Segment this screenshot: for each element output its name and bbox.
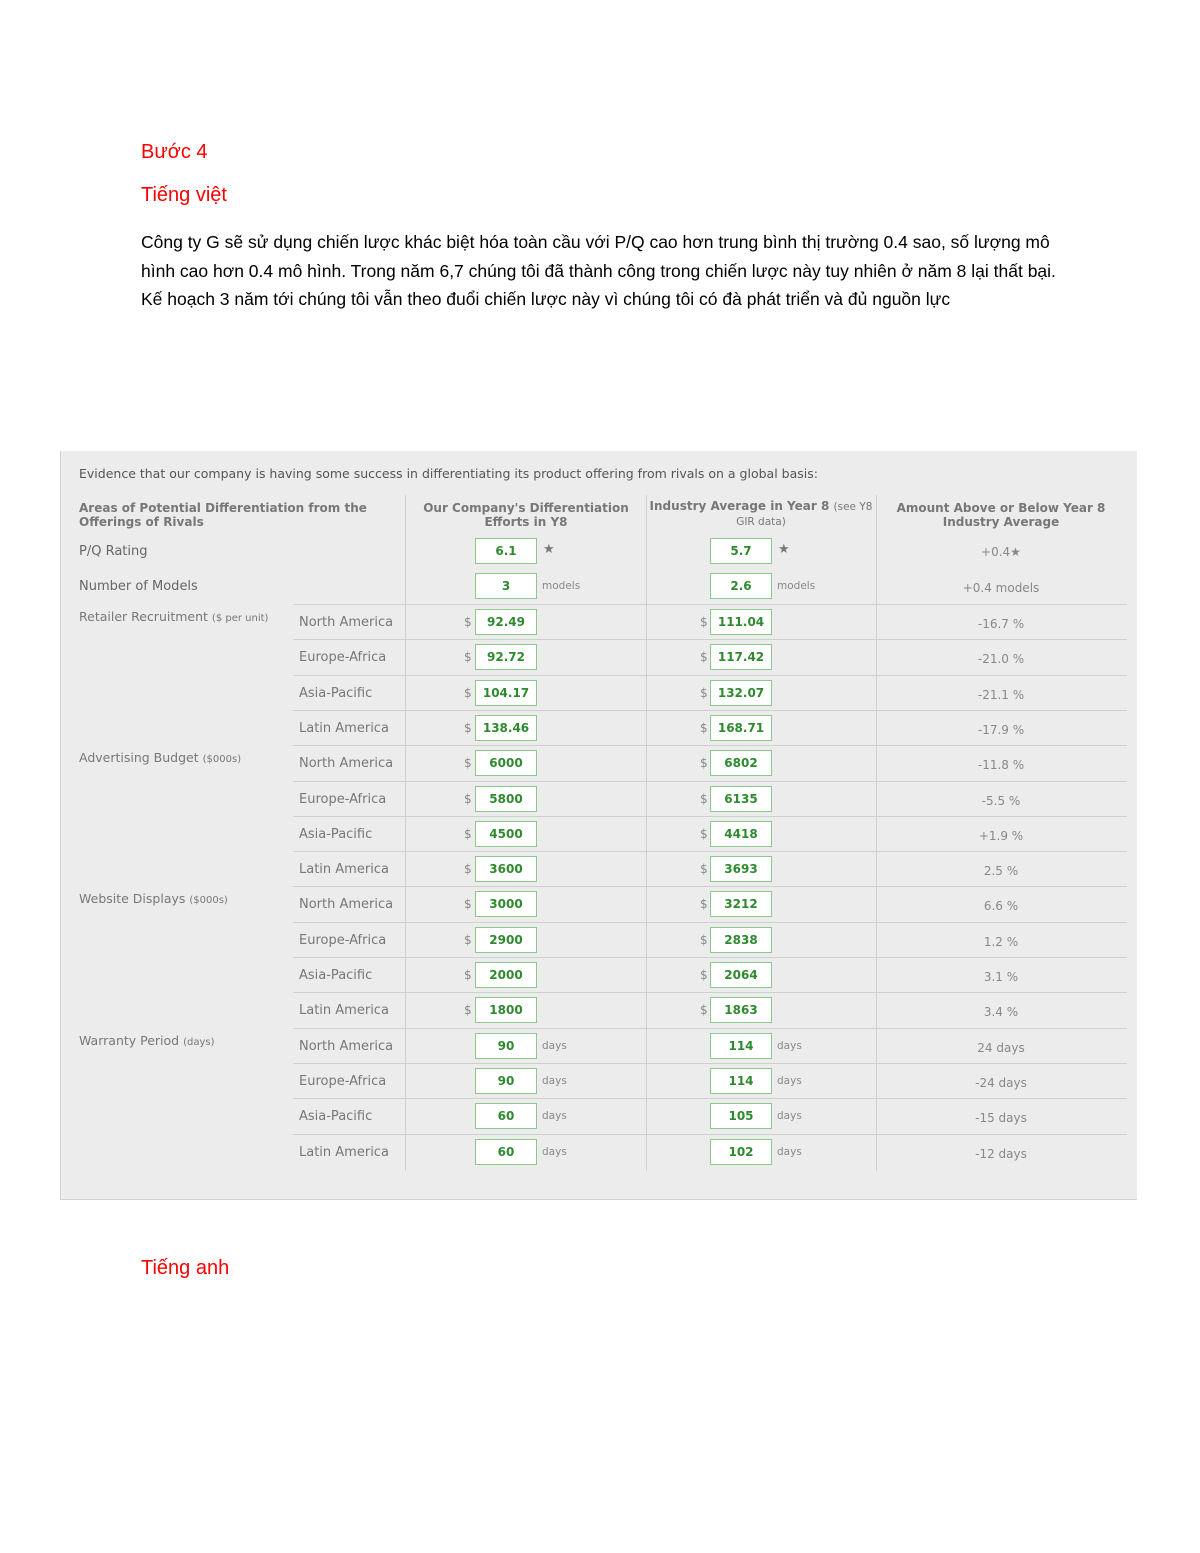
region-label: North America	[299, 1038, 394, 1054]
dollar-sign: $	[700, 1003, 708, 1018]
dollar-sign: $	[700, 968, 708, 982]
amount-value: -11.8 %	[977, 758, 1025, 773]
industry-value-field[interactable]: 132.07	[710, 680, 772, 706]
dollar-sign: $	[700, 826, 708, 841]
column-divider	[646, 495, 647, 1171]
dollar-sign: $	[464, 932, 472, 947]
row-divider	[293, 604, 1127, 605]
star-icon: ★	[543, 542, 555, 557]
dollar-sign: $	[464, 862, 472, 877]
amount-value: -16.7 %	[977, 617, 1025, 631]
dollar-sign: $	[464, 615, 472, 629]
our-value-field[interactable]: 4500	[475, 821, 537, 847]
dollar-sign: $	[464, 791, 472, 806]
section-label	[79, 609, 268, 624]
industry-value-field[interactable]: 2838	[710, 927, 772, 953]
region-label: Latin America	[299, 720, 389, 736]
region-label: Europe-Africa	[299, 791, 387, 807]
region-label: Asia-Pacific	[299, 1109, 373, 1125]
amount-value: -21.1 %	[977, 687, 1025, 702]
region-label: Asia-Pacific	[299, 826, 373, 842]
industry-value-field[interactable]: 105	[710, 1103, 772, 1129]
dollar-sign: $	[700, 650, 708, 665]
section-title: Advertising Budget	[79, 750, 199, 766]
region-label: North America	[299, 897, 394, 913]
our-value-field[interactable]: 3600	[475, 856, 537, 882]
region-label: Latin America	[299, 862, 389, 878]
section-label	[79, 891, 228, 906]
industry-value-field[interactable]: 111.04	[710, 609, 772, 635]
our-value-field[interactable]: 90	[475, 1033, 537, 1059]
models-ours-field[interactable]: 3	[475, 573, 537, 599]
star-icon: ★	[778, 542, 790, 557]
column-divider	[405, 495, 406, 1171]
industry-value-field[interactable]: 1863	[710, 997, 772, 1023]
dollar-sign: $	[464, 897, 472, 912]
models-label: Number of Models	[79, 579, 198, 594]
amount-value: +1.9 %	[978, 828, 1024, 843]
industry-value-field[interactable]: 114	[710, 1068, 772, 1094]
days-unit: days	[777, 1110, 802, 1123]
amount-value: -12 days	[975, 1146, 1027, 1161]
row-divider	[293, 1098, 1127, 1099]
pq-rating-label: P/Q Rating	[79, 544, 148, 559]
dollar-sign: $	[700, 897, 708, 912]
amount-value: -5.5 %	[981, 793, 1021, 808]
vietnamese-paragraph: Công ty G sẽ sử dụng chiến lược khác biệt hóa toàn cầu với P/Q cao hơn trung bình thị trường 0.4 sao, số lượng mô hình cao hơn 0.4 mô hình. Trong năm 6,7 chúng tôi đã thành công trong chiến lược này tuy nhiên ở năm 8 lại thất bại. Kế hoạch 3 năm tới chúng tôi vẫn theo đuổi chiến lược này vì chúng tôi có đà phát triển và đủ nguồn lực	[141, 232, 1056, 310]
vietnamese-heading: Tiếng việt	[141, 184, 227, 206]
industry-value-field[interactable]: 6802	[710, 750, 772, 776]
row-divider	[293, 1028, 1127, 1029]
amount-value: -15 days	[975, 1111, 1027, 1126]
region-label: Latin America	[299, 1003, 389, 1019]
differentiation-table-screenshot	[60, 451, 1137, 1200]
our-value-field[interactable]: 1800	[475, 997, 537, 1023]
industry-value-field[interactable]: 117.42	[710, 644, 772, 670]
dollar-sign: $	[700, 932, 708, 947]
row-divider	[293, 992, 1127, 993]
days-unit: days	[542, 1074, 567, 1087]
days-unit: days	[542, 1145, 567, 1158]
evidence-caption: Evidence that our company is having some success in differentiating its product offering from rivals on a global basis:	[79, 466, 818, 481]
days-unit: days	[542, 1110, 567, 1123]
dollar-sign: $	[700, 756, 708, 771]
amount-value: 6.6 %	[983, 899, 1019, 914]
region-label: Asia-Pacific	[299, 968, 373, 983]
section-title: Warranty Period	[79, 1032, 180, 1048]
header-industry-average	[646, 499, 876, 529]
row-divider	[293, 886, 1127, 887]
section-label	[79, 750, 241, 765]
region-label: Europe-Africa	[299, 1073, 387, 1089]
industry-value-field[interactable]: 114	[710, 1033, 772, 1059]
models-industry-field[interactable]: 2.6	[710, 573, 772, 599]
amount-value: -21.0 %	[977, 652, 1025, 667]
section-unit-note: (days)	[183, 1036, 215, 1048]
amount-value: -17.9 %	[977, 722, 1025, 737]
row-divider	[293, 816, 1127, 817]
region-label: North America	[299, 615, 394, 630]
row-divider	[293, 851, 1127, 852]
models-amount: +0.4 models	[962, 581, 1040, 595]
dollar-sign: $	[464, 826, 472, 841]
our-value-field[interactable]: 104.17	[475, 680, 537, 706]
our-value-field[interactable]: 2000	[475, 962, 537, 988]
our-value-field[interactable]: 90	[475, 1068, 537, 1094]
dollar-sign: $	[464, 685, 472, 700]
dollar-sign: $	[700, 862, 708, 877]
header-areas: Areas of Potential Differentiation from the Offerings of Rivals	[79, 501, 367, 529]
our-value-field[interactable]: 2900	[475, 927, 537, 953]
region-label: Europe-Africa	[299, 932, 387, 948]
dollar-sign: $	[464, 756, 472, 771]
pq-industry-field[interactable]: 5.7	[710, 538, 772, 564]
dollar-sign: $	[464, 968, 472, 982]
row-divider	[293, 710, 1127, 711]
industry-value-field[interactable]: 3693	[710, 856, 772, 882]
dollar-sign: $	[700, 685, 708, 700]
section-unit-note: ($ per unit)	[211, 613, 269, 624]
section-title: Retailer Recruitment	[79, 609, 208, 624]
step-heading: Bước 4	[141, 141, 208, 163]
header-industry-title: Industry Average in Year 8	[649, 499, 830, 513]
our-value-field[interactable]: 3000	[475, 891, 537, 917]
industry-value-field[interactable]: 168.71	[710, 715, 772, 741]
dollar-sign: $	[700, 791, 708, 806]
header-industry-note: (see Y8 GIR data)	[736, 501, 873, 528]
region-label: North America	[299, 756, 394, 772]
our-value-field[interactable]: 6000	[475, 750, 537, 776]
amount-value: -24 days	[975, 1075, 1027, 1090]
amount-value: 2.5 %	[983, 864, 1019, 879]
dollar-sign: $	[464, 650, 472, 665]
row-divider	[293, 922, 1127, 923]
dollar-sign: $	[464, 720, 472, 735]
dollar-sign: $	[700, 720, 708, 735]
our-value-field[interactable]: 60	[475, 1103, 537, 1129]
section-unit-note: ($000s)	[202, 754, 242, 766]
pq-amount: +0.4★	[981, 545, 1021, 559]
row-divider	[293, 675, 1127, 676]
industry-value-field[interactable]: 6135	[710, 786, 772, 812]
amount-value: 3.4 %	[983, 1005, 1019, 1020]
row-divider	[293, 1063, 1127, 1064]
row-divider	[293, 639, 1127, 640]
row-divider	[293, 957, 1127, 958]
amount-value: 1.2 %	[983, 934, 1019, 949]
section-label	[79, 1033, 215, 1048]
models-unit: models	[777, 580, 816, 592]
our-value-field[interactable]: 138.46	[475, 715, 537, 741]
days-unit: days	[542, 1039, 567, 1052]
industry-value-field[interactable]: 3212	[710, 891, 772, 917]
our-value-field[interactable]: 92.49	[475, 609, 537, 635]
days-unit: days	[777, 1039, 802, 1052]
region-label: Latin America	[299, 1144, 389, 1160]
industry-value-field[interactable]: 102	[710, 1139, 772, 1165]
row-divider	[293, 1134, 1127, 1135]
region-label: Asia-Pacific	[299, 685, 373, 701]
row-divider	[293, 745, 1127, 746]
amount-value: 24 days	[977, 1040, 1025, 1055]
section-title: Website Displays	[79, 891, 186, 907]
models-unit: models	[542, 580, 581, 592]
section-unit-note: ($000s)	[189, 895, 228, 907]
english-heading: Tiếng anh	[141, 1257, 230, 1279]
industry-value-field[interactable]: 2064	[710, 962, 772, 988]
region-label: Europe-Africa	[299, 650, 387, 666]
header-our-company: Our Company's Differentiation Efforts in Y8	[423, 501, 629, 529]
days-unit: days	[777, 1074, 802, 1087]
our-value-field[interactable]: 5800	[475, 786, 537, 812]
row-divider	[293, 781, 1127, 782]
dollar-sign: $	[700, 615, 708, 629]
our-value-field[interactable]: 92.72	[475, 644, 537, 670]
amount-value: 3.1 %	[983, 970, 1019, 984]
header-amount: Amount Above or Below Year 8 Industry Average	[896, 501, 1106, 529]
pq-ours-field[interactable]: 6.1	[475, 538, 537, 564]
industry-value-field[interactable]: 4418	[710, 821, 772, 847]
days-unit: days	[777, 1145, 802, 1158]
our-value-field[interactable]: 60	[475, 1139, 537, 1165]
dollar-sign: $	[464, 1003, 472, 1018]
